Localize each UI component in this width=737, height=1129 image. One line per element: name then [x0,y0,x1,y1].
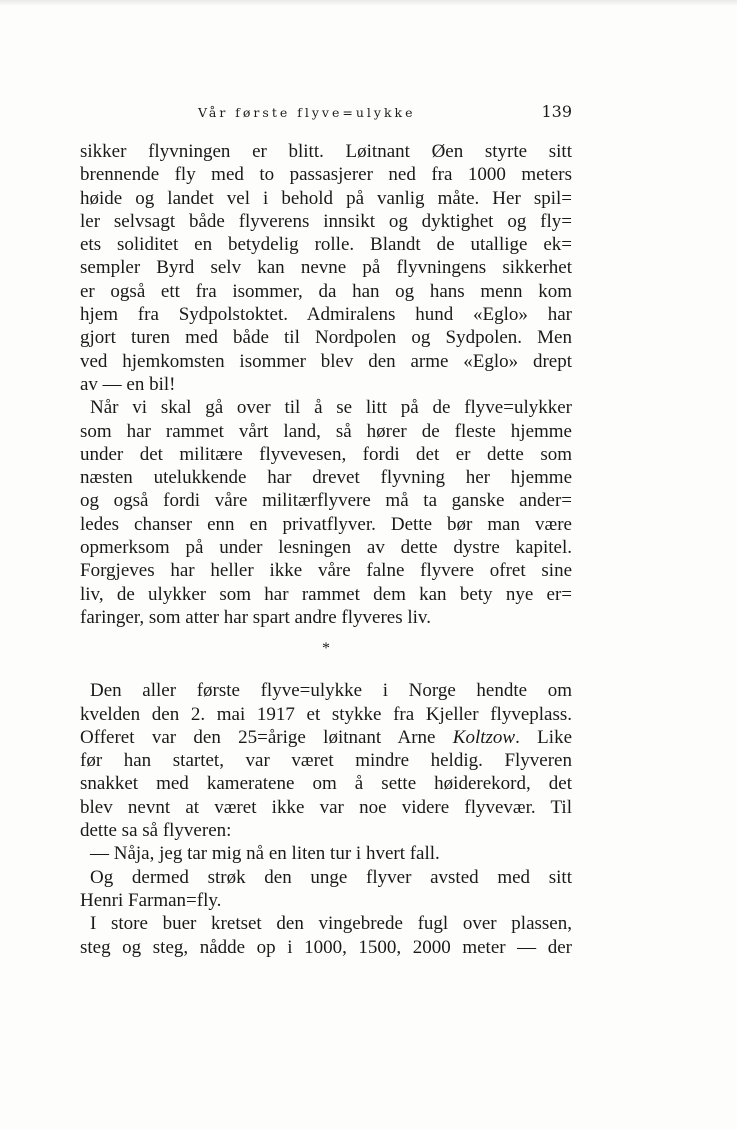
text-line: steg og steg, nådde op i 1000, 1500, 2000 meter — der [80,936,572,958]
text-line: — Nåja, jeg tar mig nå en liten tur i hvert fall. [90,843,440,865]
text-line: kvelden den 2. mai 1917 et stykke fra Kjeller flyveplass. [80,703,572,725]
text-line: høide og landet vel i behold på vanlig måte. Her spil= [80,187,572,209]
text-line: I store buer kretset den vingebrede fugl over plassen, [90,913,572,935]
text-line: under det militære flyvevesen, fordi det er dette som [80,443,572,465]
text-line [80,726,572,749]
paragraph-5 [80,912,572,959]
text-line: før han startet, var været mindre heldig. Flyveren [80,750,572,772]
text-line: næsten utelukkende har drevet flyvning her hjemme [80,467,572,489]
text-line: gjort turen med både til Nordpolen og Sydpolen. Men [80,327,572,349]
text-line: ledes chanser enn en privatflyver. Dette bør man være [80,513,572,535]
running-title: Vår første flyve=ulykke [198,105,416,120]
text-line: Når vi skal gå over til å se litt på de flyve=ulykker [90,397,572,419]
text-line: liv, de ulykker som har rammet dem kan bety nye er= [80,583,572,605]
text-segment: Offeret var den 25=årige løitnant Arne [80,726,453,748]
text-line: er også ett fra isommer, da han og hans menn kom [80,280,572,302]
text-line: sempler Byrd selv kan nevne på flyvningens sikkerhet [80,257,572,279]
text-line: faringer, som atter har spart andre flyveres liv. [80,606,431,628]
paragraph-2 [80,396,572,629]
text-line: ets soliditet en betydelig rolle. Blandt de utallige ek= [80,234,572,256]
text-line: dette sa så flyveren: [80,820,232,842]
text-line: Og dermed strøk den unge flyver avsted med sitt [90,866,572,888]
section-break-ornament: * [322,640,330,658]
text-line: ler selvsagt både flyverens innsikt og dyktighet og fly= [80,210,572,232]
text-segment: . Like [515,726,572,748]
text-line: sikker flyvningen er blitt. Løitnant Øen styrte sitt [80,141,572,162]
text-line: Henri Farman=fly. [80,889,222,911]
paragraph-1 [80,140,572,396]
paragraph-3 [80,679,572,842]
text-line: ved hjemkomsten isommer blev den arme «Eglo» drept [80,350,572,372]
spacer [80,669,572,679]
text-line: Den aller første flyve=ulykke i Norge hendte om [90,680,572,702]
italic-name: Koltzow [452,726,516,748]
page-edge-shadow [0,0,737,6]
text-line: hjem fra Sydpolstoktet. Admiralens hund «Eglo» har [80,304,572,326]
text-line: Forgjeves har heller ikke våre falne flyvere ofret sine [80,560,572,582]
text-line: snakket med kameratene om å sette høiderekord, det [80,773,572,795]
text-line: opmerksom på under lesningen av dette dystre kapitel. [80,537,572,559]
page-body-text [80,140,572,959]
text-line: brennende fly med to passasjerer ned fra 1000 meters [80,164,572,186]
text-line: av — en bil! [80,373,176,395]
page-number: 139 [541,102,572,121]
dialogue-line [80,842,572,865]
text-line: og også fordi våre militærflyvere må ta ganske ander= [80,490,572,512]
text-line: som har rammet vårt land, så hører de fleste hjemme [80,420,572,442]
text-line: blev nevnt at været ikke var noe videre flyvevær. Til [80,796,572,818]
paragraph-4 [80,866,572,913]
